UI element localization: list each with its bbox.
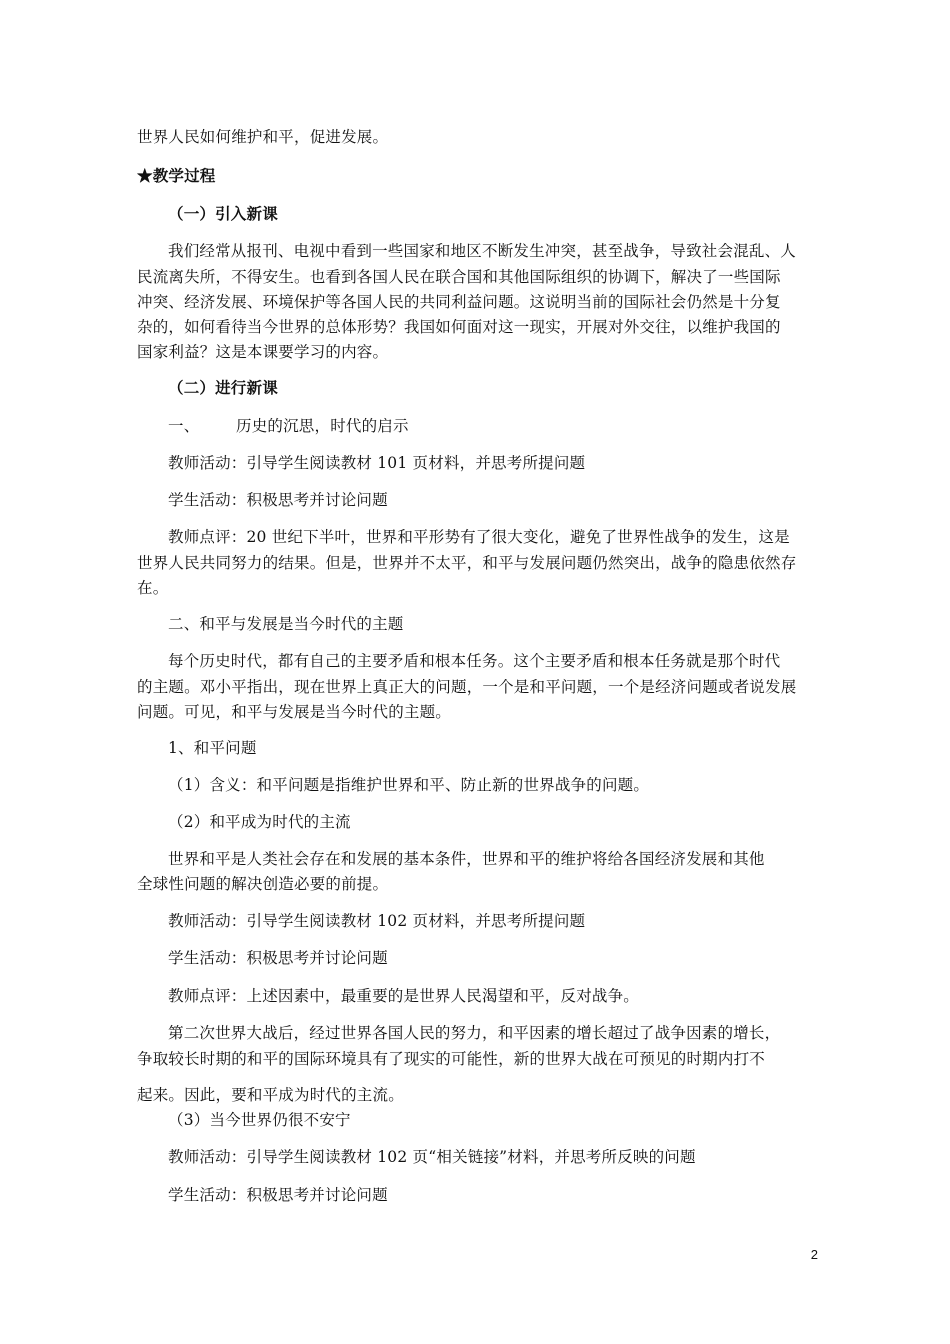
document-page: 世界人民如何维护和平，促进发展。 ★教学过程 （一）引入新课 我们经常从报刊、电视中看到一些国家和地区不断发生冲突，甚至战争，导致社会混乱、人 民流离失所，不得安生。也看到各国人民在联合国和其他国际组织的协调下，解决了一些国际 冲突、经济发展、环境保护等各国人民的共同利益问题。这说明当前的国际社会仍然是十分复 杂的，如何看待当今世界的总体形势？我国如何面对这一现实，开展对外交往，以维护我国的 国家利益？这是本课要学习的内容。 （二）进行新课 一、 历史的沉思，时代的启示 教师活动：引导学生阅读教材 101 页材料，并思考所提问题 学生活动：积极思考并讨论问题 教师点评：20 世纪下半叶，世界和平形势有了很大变化，避免了世界性战争的发生，这是 世界人民共同努力的结果。但是，世界并不太平，和平与发展问题仍然突出，战争的隐患依然存 在。 二、和平与发展是当今时代的主题 每个历史时代，都有自己的主要矛盾和根本任务。这个主要矛盾和根本任务就是那个时代 的主题。邓小平指出，现在世界上真正大的问题，一个是和平问题，一个是经济问题或者说发展 问题。可见，和平与发展是当今时代的主题。 1、和平问题 （1）含义：和平问题是指维护世界和平、防止新的世界战争的问题。 （2）和平成为时代的主流 世界和平是人类社会存在和发展的基本条件，世界和平的维护将给各国经济发展和其他 全球性问题的解决创造必要的前提。 教师活动：引导学生阅读教材 102 页材料，并思考所提问题 学生活动：积极思考并讨论问题 教师点评：上述因素中，最重要的是世界人民渴望和平，反对战争。 第二次世界大战后，经过世界各国人民的努力，和平因素的增长超过了战争因素的增长， 争取较长时期的和平的国际环境具有了现实的可能性，新的世界大战在可预见的时期内打不 起来。因此，要和平成为时代的主流。 （3）当今世界仍很不安宁 教师活动：引导学生阅读教材 102 页“相关链接”材料，并思考所反映的问题 学生活动：积极思考并讨论问题 2 (137, 128, 818, 1262)
page-number: 2 (810, 1247, 818, 1262)
